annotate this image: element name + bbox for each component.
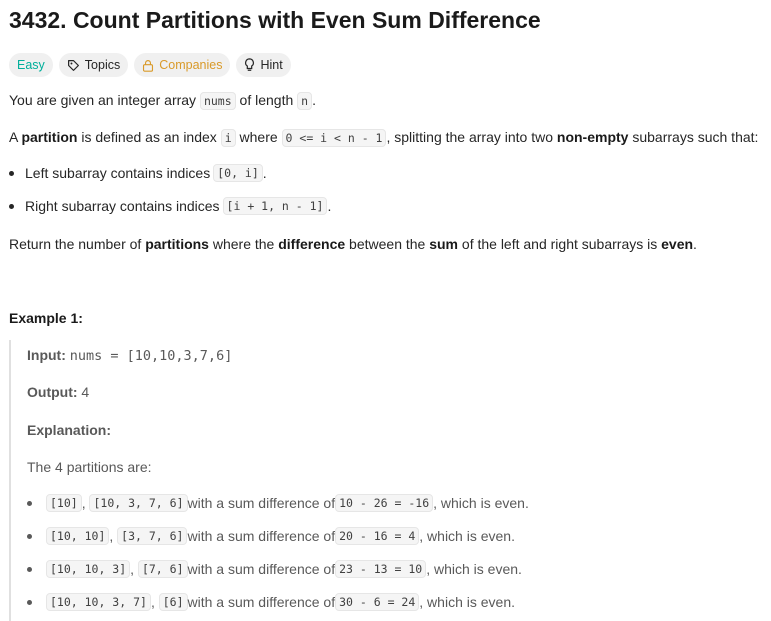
- list-item: [10, 10, 3, 7] , [6] with a sum difference of 30 - 6 = 24 , which is even.: [27, 593, 515, 611]
- hint-tag[interactable]: [236, 53, 290, 77]
- list-item: Left subarray contains indices [0, i] .: [9, 164, 267, 182]
- topics-tag[interactable]: [59, 53, 128, 77]
- problem-page: [0, 0, 771, 77]
- inline-code: 0 <= i < n - 1: [282, 129, 387, 147]
- description-paragraph-2: A partition is defined as an index i where 0 <= i < n - 1 , splitting the array into two non-empty subarrays such that:: [9, 129, 759, 145]
- description-paragraph-3: Return the number of partitions where the difference between the sum of the left and right subarrays is even.: [9, 236, 697, 252]
- description-paragraph-1: You are given an integer array nums of length n .: [9, 92, 316, 108]
- list-item: [10, 10, 3] , [7, 6] with a sum difference of 23 - 13 = 10 , which is even.: [27, 560, 522, 578]
- inline-code: nums: [200, 92, 236, 110]
- bullet-dot: [27, 534, 32, 539]
- bullet-dot: [27, 501, 32, 506]
- bullet-dot: [9, 171, 14, 176]
- example-input: Input: nums = [10,10,3,7,6]: [27, 347, 233, 364]
- problem-title: 3432. Count Partitions with Even Sum Difference: [9, 7, 541, 33]
- example-heading: Example 1:: [9, 310, 83, 326]
- lock-icon: [142, 59, 154, 72]
- topics-label: Topics: [84, 58, 121, 72]
- example-explanation-label: Explanation:: [27, 422, 112, 438]
- list-item: [10] , [10, 3, 7, 6] with a sum difference of 10 - 26 = -16 , which is even.: [27, 494, 529, 512]
- lightbulb-icon: [244, 58, 255, 72]
- companies-label: Companies: [159, 58, 223, 72]
- hint-label: Hint: [260, 58, 283, 72]
- inline-code: [i + 1, n - 1]: [223, 197, 328, 215]
- inline-code: n: [297, 92, 312, 110]
- companies-tag[interactable]: [134, 53, 230, 77]
- bullet-dot: [27, 600, 32, 605]
- difficulty-badge[interactable]: Easy: [9, 53, 53, 77]
- example-output: Output: 4: [27, 384, 90, 400]
- inline-code: i: [221, 129, 236, 147]
- bullet-dot: [9, 204, 14, 209]
- tag-icon: [67, 59, 80, 72]
- example-block: [9, 340, 749, 621]
- list-item: [10, 10] , [3, 7, 6] with a sum difference of 20 - 16 = 4 , which is even.: [27, 527, 515, 545]
- tag-row: [9, 53, 762, 77]
- example-intro: The 4 partitions are:: [27, 459, 152, 475]
- bullet-dot: [27, 567, 32, 572]
- inline-code: [0, i]: [213, 164, 263, 182]
- list-item: Right subarray contains indices [i + 1, n - 1] .: [9, 197, 331, 215]
